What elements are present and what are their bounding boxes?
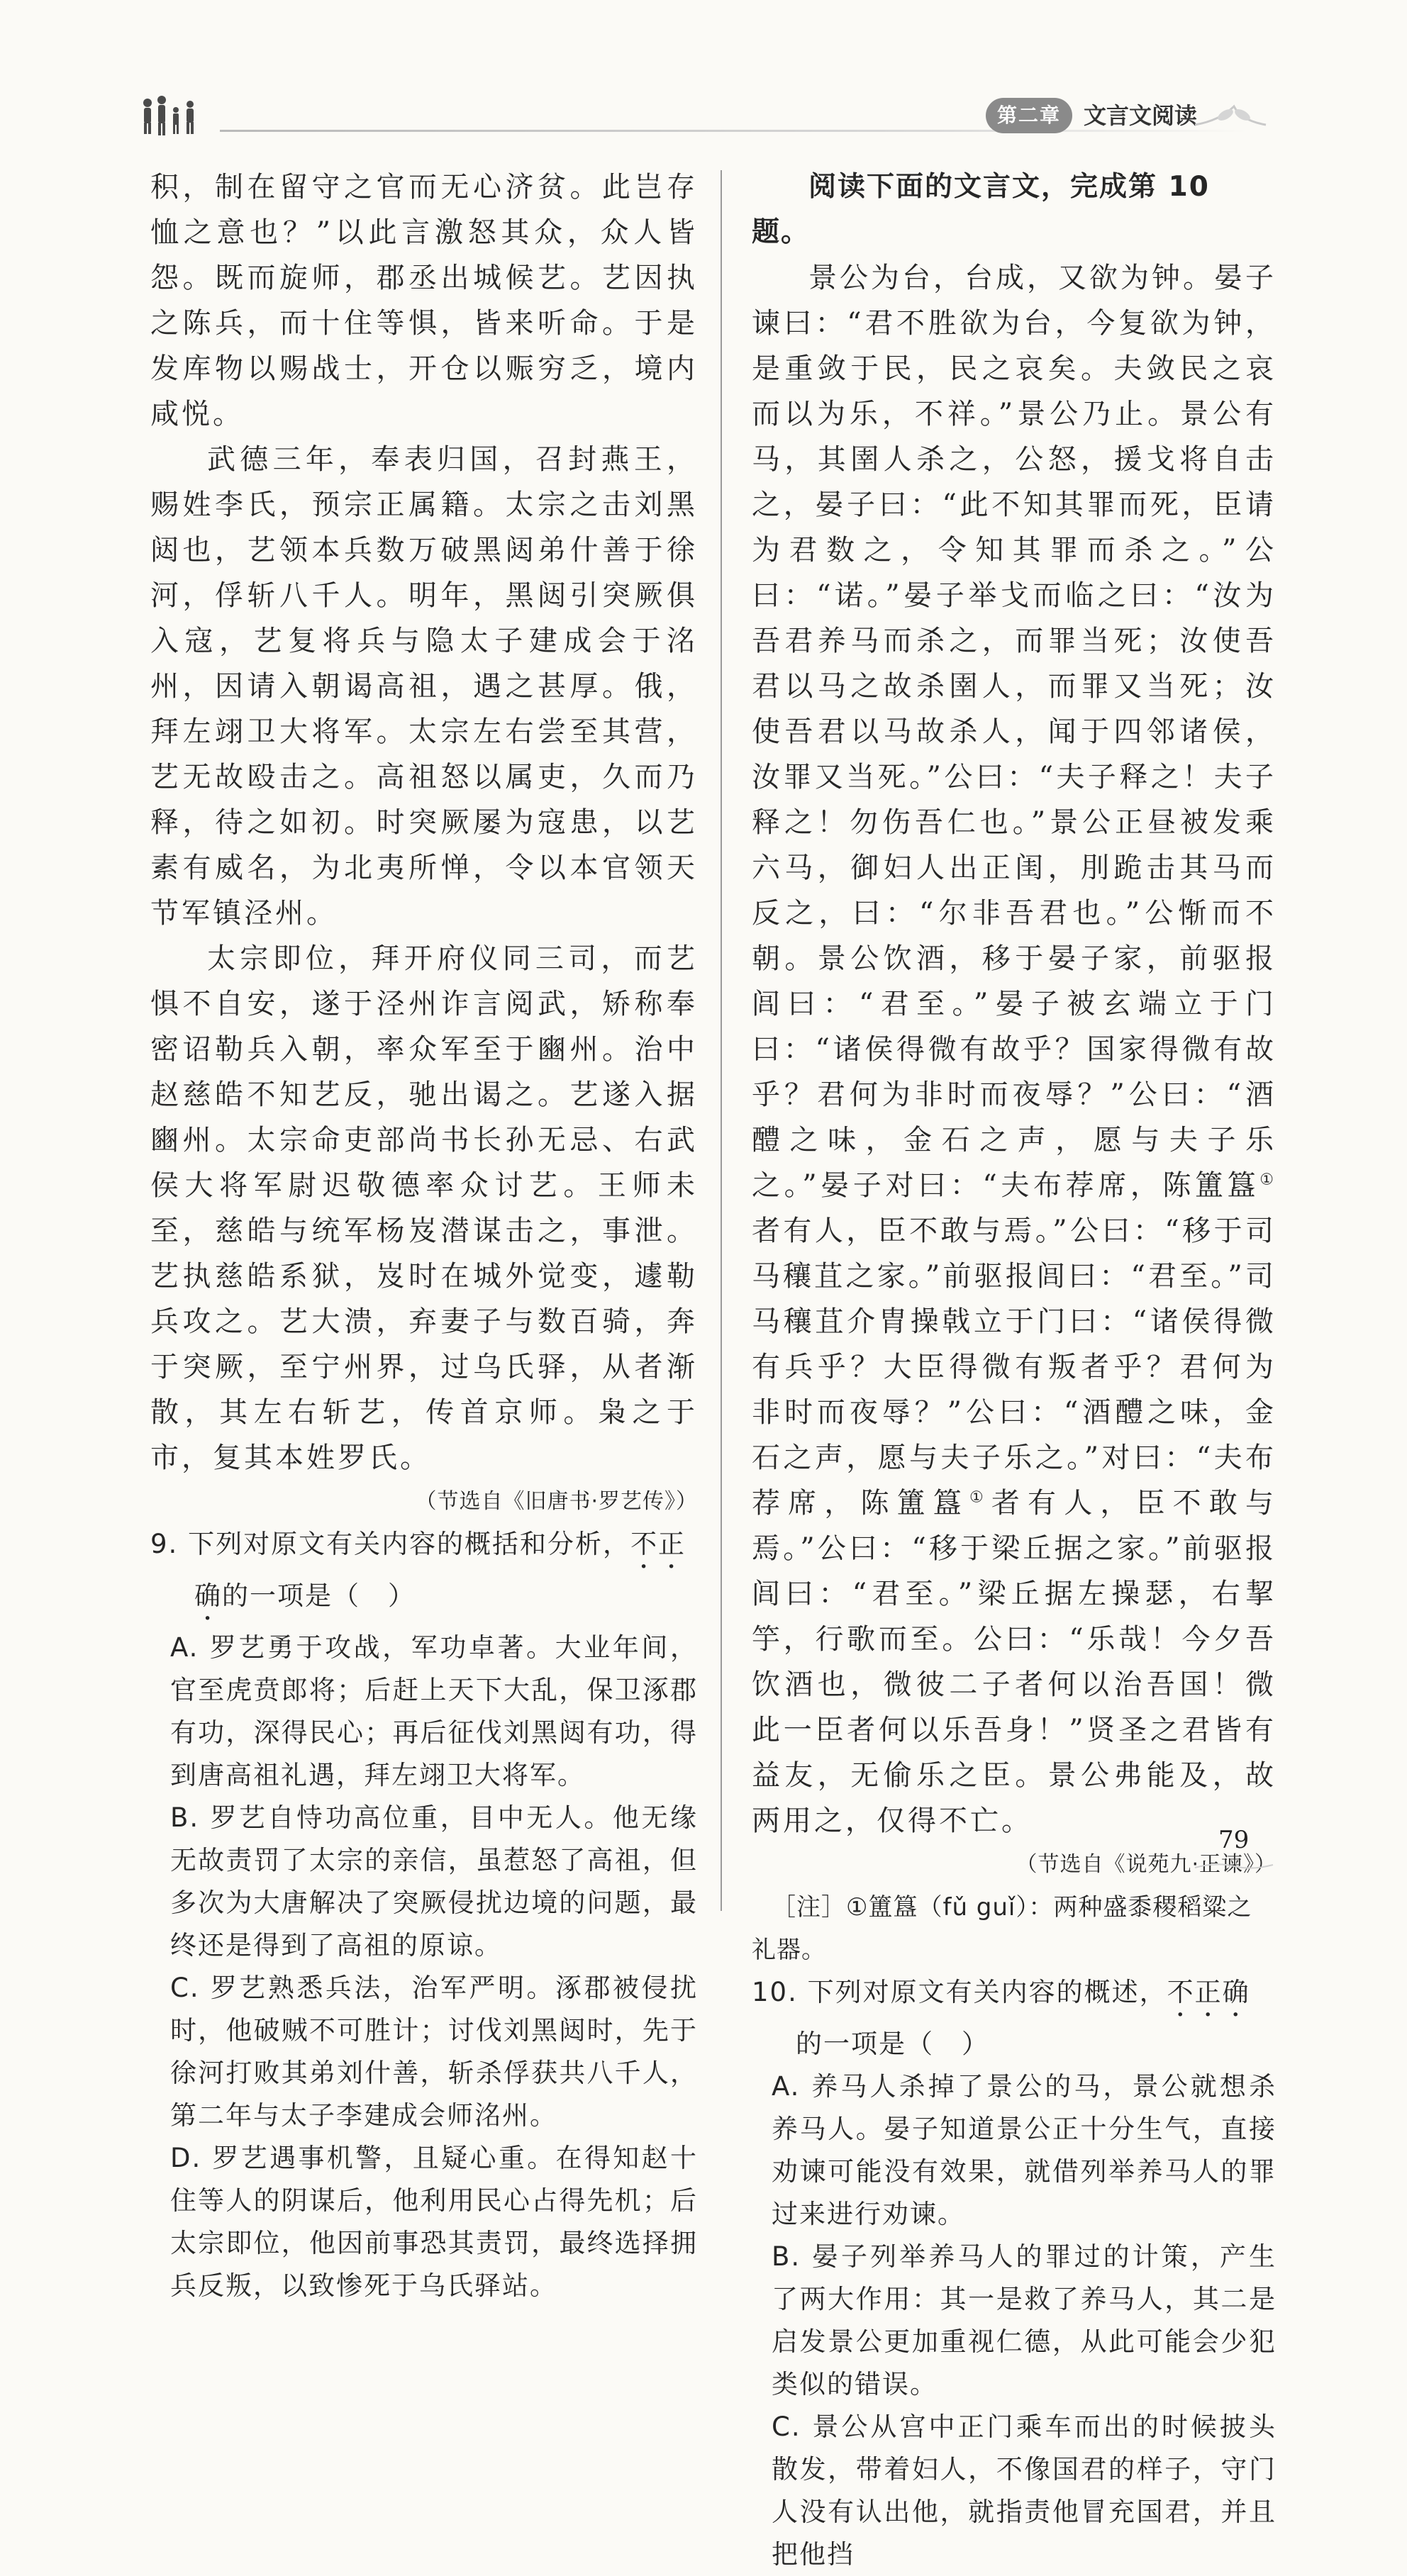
footnote-mark: ①	[969, 1488, 991, 1507]
people-icon	[140, 96, 218, 138]
right-paragraph-part-c: 者有人，臣不敢与焉。”公曰：“移于梁丘据之家。”前驱报闾曰：“君至。”梁丘据左操瑟，右挈竽，行歌而至。公曰：“乐哉！今夕吾饮酒也，微彼二子者何以治吾国！微此一臣者何以乐吾身！”贤圣之君皆有益友，无偷乐之臣。景公弗能及，故两用之，仅得不亡。	[752, 1487, 1277, 1837]
q10-option-b: B. 晏子列举养马人的罪过的计策，产生了两大作用：其一是救了养马人，其二是启发景公更加重视仁德，从此可能会少犯类似的错误。	[772, 2241, 1277, 2399]
question-9-suffix: 的一项是（ ）	[222, 1580, 416, 1611]
left-paragraph-2: 武德三年，奉表归国，召封燕王，赐姓李氏，预宗正属籍。太宗之击刘黑闼也，艺领本兵数万破黑闼弟什善于徐河，俘斩八千人。明年，黑闼引突厥俱入寇，艺复将兵与隐太子建成会于洺州，因请入朝谒高祖，遇之甚厚。俄，拜左翊卫大将军。太宗左右尝至其营，艺无故殴击之。高祖怒以属吏，久而乃释，待之如初。时突厥屡为寇患，以艺素有威名，为北夷所惮，令以本官领天节军镇泾州。	[150, 443, 698, 930]
question-9	[150, 1523, 698, 1627]
leaf-ornament-icon	[1191, 1859, 1277, 1876]
left-column	[150, 165, 698, 2307]
question-10-emphasis: 不正确	[1167, 1977, 1250, 2007]
left-source: （节选自《旧唐书·罗艺传》）	[415, 1489, 698, 1514]
question-10-prefix: 10. 下列对原文有关内容的概述，	[752, 1977, 1167, 2007]
q9-option-c: C. 罗艺熟悉兵法，治军严明。涿郡被侵扰时，他破贼不可胜计；讨伐刘黑闼时，先于徐河打败其弟刘什善，斩杀俘获共八千人，第二年与太子李建成会师洺州。	[170, 1973, 698, 2131]
right-source: （节选自《说苑九·正谏》）	[1016, 1852, 1277, 1877]
q9-option-d: D. 罗艺遇事机警，且疑心重。在得知赵十住等人的阴谋后，他利用民心占得先机；后太宗即位，他因前事恐其责罚，最终选择拥兵反叛，以致惨死于乌氏驿站。	[170, 2143, 698, 2301]
footnote-mark: ①	[1259, 1171, 1277, 1189]
question-9-emphasis: 不正确	[194, 1529, 686, 1611]
reading-heading: 阅读下面的文言文，完成第 10 题。	[752, 171, 1210, 248]
right-paragraph-part-b: 者有人，臣不敢与焉。”公曰：“移于司马穰苴之家。”前驱报闾曰：“君至。”司马穰苴介胄操戟立于门曰：“诸侯得微有兵乎？大臣得微有叛者乎？君何为非时而夜辱？”公曰：“酒醴之味，金石之声，愿与夫子乐之。”对曰：“夫布荐席，陈簠簋	[752, 1215, 1277, 1520]
right-paragraph-part-a: 景公为台，台成，又欲为钟。晏子谏曰：“君不胜欲为台，今复欲为钟，是重敛于民，民之哀矣。夫敛民之哀而以为乐，不祥。”景公乃止。景公有马，其圉人杀之，公怒，援戈将自击之，晏子曰：“此不知其罪而死，臣请为君数之，令知其罪而杀之。”公曰：“诺。”晏子举戈而临之曰：“汝为吾君养马而杀之，而罪当死；汝使吾君以马之故杀圉人，而罪又当死；汝使吾君以马故杀人，闻于四邻诸侯，汝罪又当死。”公曰：“夫子释之！夫子释之！勿伤吾仁也。”景公正昼被发乘六马，御妇人出正闺，刖跪击其马而反之，曰：“尔非吾君也。”公惭而不朝。景公饮酒，移于晏子家，前驱报闾曰：“君至。”晏子被玄端立于门曰：“诸侯得微有故乎？国家得微有故乎？君何为非时而夜辱？”公曰：“酒醴之味，金石之声，愿与夫子乐之。”晏子对曰：“夫布荐席，陈簠簋	[752, 262, 1277, 1202]
q10-option-a: A. 养马人杀掉了景公的马，景公就想杀养马人。晏子知道景公正十分生气，直接劝谏可能没有效果，就借列举养马人的罪过来进行劝谏。	[772, 2071, 1277, 2229]
footnote: ［注］①簠簋（fǔ guǐ）：两种盛黍稷稻粱之礼器。	[752, 1893, 1252, 1964]
left-paragraph-3: 太宗即位，拜开府仪同三司，而艺惧不自安，遂于泾州诈言阅武，矫称奉密诏勒兵入朝，率众军至于豳州。治中赵慈皓不知艺反，驰出谒之。艺遂入据豳州。太宗命吏部尚书长孙无忌、右武侯大将军尉迟敬德率众讨艺。王师未至，慈皓与统军杨岌潜谋击之，事泄。艺执慈皓系狱，岌时在城外觉变，遽勒兵攻之。艺大溃，弃妻子与数百骑，奔于突厥，至宁州界，过乌氏驿，从者渐散，其左右斩艺，传首京师。枭之于市，复其本姓罗氏。	[150, 942, 698, 1474]
left-paragraph-1: 积，制在留守之官而无心济贫。此岂存恤之意也？”以此言激怒其众，众人皆怨。既而旋师，郡丞出城候艺。艺因执之陈兵，而十住等惧，皆来听命。于是发库物以赐战士，开仓以赈穷乏，境内咸悦。	[150, 171, 698, 430]
chapter-badge: 第二章	[986, 98, 1072, 133]
question-9-prefix: 9. 下列对原文有关内容的概括和分析，	[150, 1529, 631, 1559]
page-number: 79	[1218, 1826, 1250, 1854]
q9-option-a: A. 罗艺勇于攻战，军功卓著。大业年间，官至虎贲郎将；后赶上天下大乱，保卫涿郡有功，深得民心；再后征伐刘黑闼有功，得到唐高祖礼遇，拜左翊卫大将军。	[170, 1632, 698, 1790]
column-divider	[721, 170, 722, 1911]
right-column	[752, 165, 1277, 2576]
section-title: 文言文阅读	[1084, 102, 1198, 129]
q9-option-b: B. 罗艺自恃功高位重，目中无人。他无缘无故责罚了太宗的亲信，虽惹怒了高祖，但多次为大唐解决了突厥侵扰边境的问题，最终还是得到了高祖的原谅。	[170, 1802, 698, 1961]
q10-option-c: C. 景公从宫中正门乘车而出的时候披头散发，带着妇人，不像国君的样子，守门人没有认出他，就指责他冒充国君，并且把他挡	[772, 2411, 1277, 2570]
page-header	[0, 0, 1407, 142]
question-10-suffix: 的一项是（ ）	[796, 2029, 989, 2059]
right-paragraph-1	[752, 255, 1277, 1844]
question-10	[752, 1971, 1277, 2065]
leaf-ornament-icon	[1191, 99, 1269, 133]
